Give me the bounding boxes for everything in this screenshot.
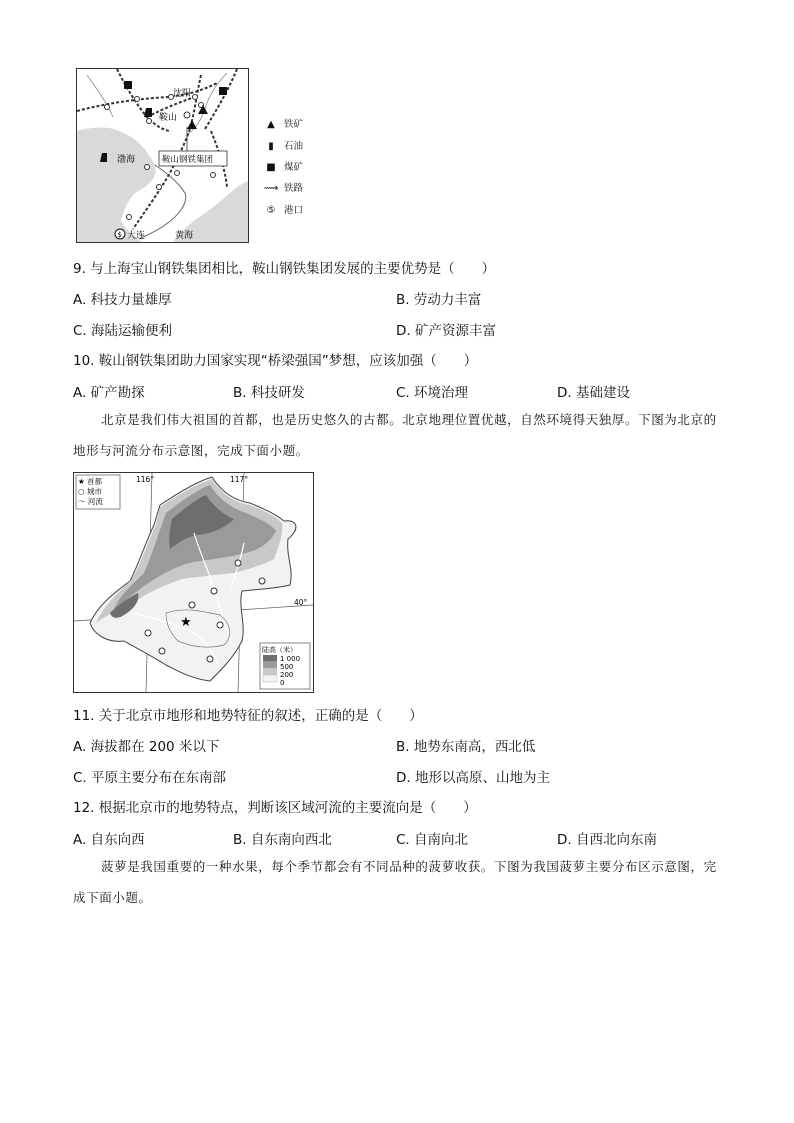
- capital-star-icon: ★: [180, 615, 192, 630]
- label-anshan: 鞍山: [159, 113, 178, 123]
- label-shenyang: 沈阳: [173, 89, 192, 99]
- q12-option-c[interactable]: C. 自南向北: [396, 832, 469, 848]
- q10-option-a[interactable]: A. 矿产勘探: [73, 385, 145, 401]
- beijing-map: [73, 472, 314, 693]
- q9-option-b[interactable]: B. 劳动力丰富: [396, 292, 482, 308]
- lon-116-label: 116°: [136, 475, 155, 484]
- iron-ore-icon: ▲: [267, 119, 275, 130]
- q9-option-d[interactable]: D. 矿产资源丰富: [396, 323, 496, 339]
- elev-500-label: 500: [280, 663, 294, 671]
- lat-40-label: 40°: [294, 598, 308, 607]
- q11-option-b[interactable]: B. 地势东南高，西北低: [396, 739, 536, 755]
- legend-label: 铁路: [284, 183, 304, 194]
- legend-label: 石油: [284, 141, 304, 152]
- q11-option-a[interactable]: A. 海拔都在 200 米以下: [73, 739, 220, 755]
- elevation-legend-title: 陆高（米）: [262, 646, 297, 654]
- question-11-stem: 11. 关于北京市地形和地势特征的叙述，正确的是（ ）: [73, 708, 423, 724]
- q12-option-b[interactable]: B. 自东南向西北: [233, 832, 332, 848]
- elev-200-label: 200: [280, 671, 294, 679]
- lon-117-label: 117°: [230, 475, 249, 484]
- q10-option-d[interactable]: D. 基础建设: [557, 385, 630, 401]
- anshan-map: [76, 68, 249, 243]
- iron-ore-icon: [187, 120, 197, 129]
- question-12-stem: 12. 根据北京市的地势特点，判断该区域河流的主要流向是（ ）: [73, 800, 477, 816]
- coal-icon: [124, 81, 132, 89]
- label-bohai: 渤海: [117, 155, 136, 165]
- question-9-stem: 9. 与上海宝山钢铁集团相比，鞍山钢铁集团发展的主要优势是（ ）: [73, 261, 496, 277]
- q9-option-a[interactable]: A. 科技力量雄厚: [73, 292, 172, 308]
- oil-icon: ▮: [268, 141, 274, 152]
- legend-item: [264, 138, 303, 152]
- anshan-map-drawing: [77, 69, 248, 242]
- passage-pineapple: 菠萝是我国重要的一种水果，每个季节都会有不同品种的菠萝收获。下图为我国菠萝主要分布区示意图，完成下面小题。: [73, 859, 717, 905]
- elev-1000-label: 1 000: [280, 655, 301, 663]
- q11-option-d[interactable]: D. 地形以高原、山地为主: [396, 770, 550, 786]
- legend-item: [264, 159, 303, 173]
- legend-label: 煤矿: [284, 162, 304, 173]
- question-10-stem: 10. 鞍山钢铁集团助力国家实现“桥梁强国”梦想，应该加强（ ）: [73, 353, 478, 369]
- legend-capital: ★ 首都: [78, 477, 103, 486]
- q12-option-a[interactable]: A. 自东向西: [73, 832, 145, 848]
- oil-icon: [144, 108, 152, 117]
- svg-text:$: $: [117, 231, 122, 239]
- elev-0-label: 0: [280, 679, 285, 687]
- label-huanghai: 黄海: [175, 231, 194, 241]
- q12-option-d[interactable]: D. 自西北向东南: [557, 832, 657, 848]
- label-dalian: 大连: [127, 231, 146, 241]
- coal-icon: ■: [266, 162, 276, 173]
- q9-option-c[interactable]: C. 海陆运输便利: [73, 323, 173, 339]
- passage-beijing: 北京是我们伟大祖国的首都，也是历史悠久的古都。北京地理位置优越，自然环境得天独厚。下图为北京的地形与河流分布示意图，完成下面小题。: [73, 412, 717, 458]
- railway-icon: ⟿: [264, 183, 279, 194]
- q10-option-b[interactable]: B. 科技研发: [233, 385, 305, 401]
- beijing-map-drawing: [74, 473, 313, 692]
- q11-option-c[interactable]: C. 平原主要分布在东南部: [73, 770, 227, 786]
- legend-river: ～ 河流: [78, 497, 103, 506]
- legend-label: 港口: [284, 205, 304, 216]
- legend-city: ○ 城市: [78, 487, 102, 496]
- label-group: 鞍山钢铁集团: [162, 155, 214, 165]
- legend-item: [264, 202, 303, 216]
- legend-item: [264, 116, 303, 130]
- q10-option-c[interactable]: C. 环境治理: [396, 385, 469, 401]
- coal-icon: [219, 87, 227, 95]
- port-icon: ⑤: [266, 205, 276, 216]
- legend-item: [264, 180, 303, 194]
- legend-label: 铁矿: [284, 119, 304, 130]
